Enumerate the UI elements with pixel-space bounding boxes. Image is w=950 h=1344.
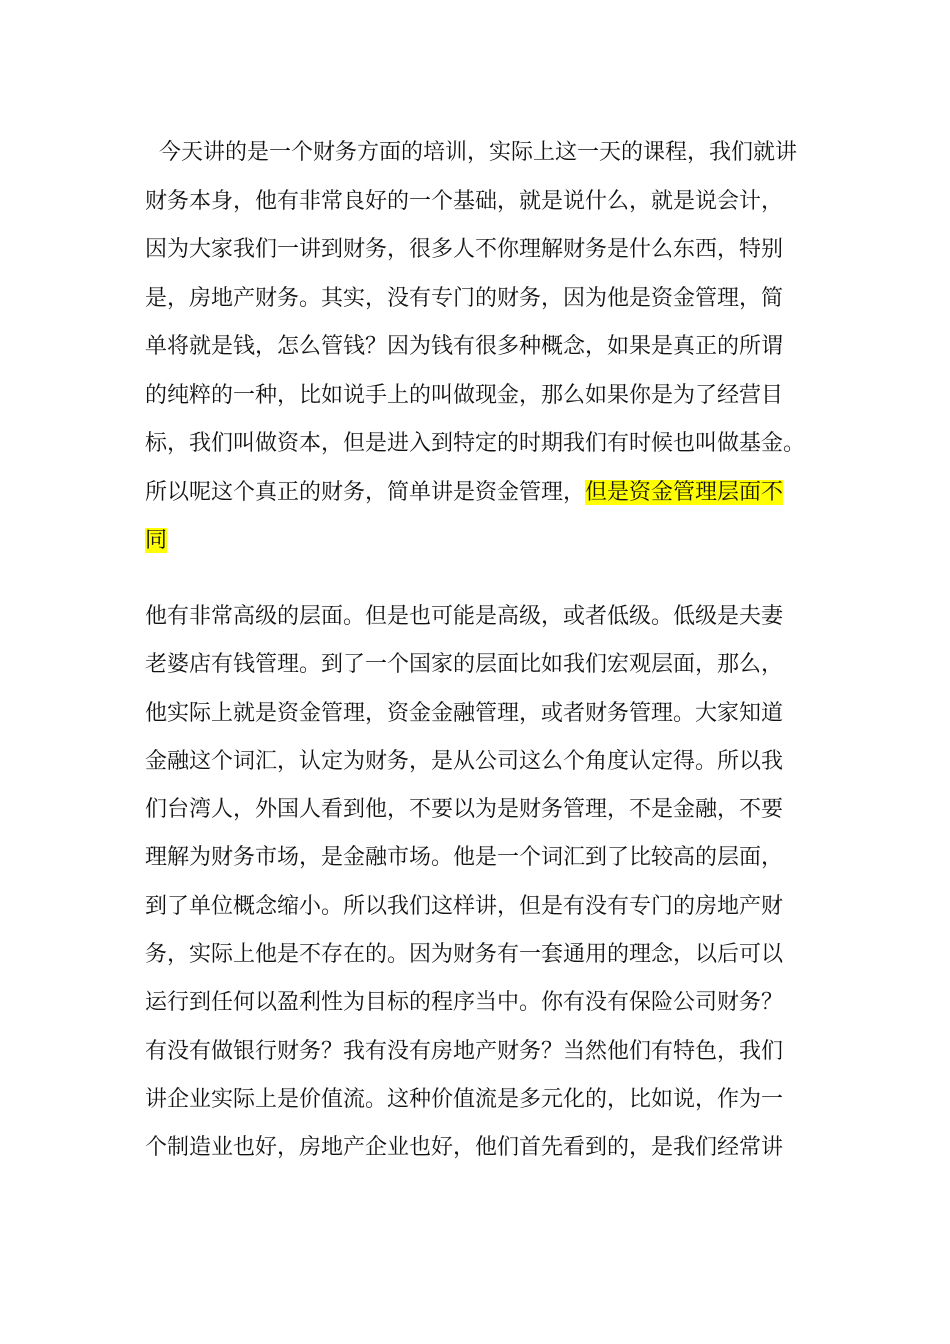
text-line: 标，我们叫做资本，但是进入到特定的时期我们有时候也叫做基金。 (145, 431, 806, 456)
text-line: 的纯粹的一种，比如说手上的叫做现金，那么如果你是为了经营目 (145, 382, 784, 408)
text-line: 务，实际上他是不存在的。因为财务有一套通用的理念，以后可以 (145, 942, 784, 968)
text-line: 今天讲的是一个财务方面的培训，实际上这一天的课程，我们就讲 (145, 140, 797, 165)
text-line: 他实际上就是资金管理，资金金融管理，或者财务管理。大家知道 (145, 700, 784, 726)
text-line: 到了单位概念缩小。所以我们这样讲，但是有没有专门的房地产财 (145, 893, 784, 919)
text-line: 个制造业也好，房地产企业也好，他们首先看到的，是我们经常讲 (145, 1135, 784, 1161)
text-line: 们台湾人，外国人看到他，不要以为是财务管理，不是金融，不要 (145, 797, 784, 823)
text-line: 单将就是钱，怎么管钱？因为钱有很多种概念，如果是真正的所谓 (145, 334, 784, 359)
paragraph-2 (145, 598, 825, 1178)
text-line: 是，房地产财务。其实，没有专门的财务，因为他是资金管理，简 (145, 285, 784, 311)
text-line-with-highlight (145, 474, 825, 523)
text-line-with-highlight (145, 522, 825, 571)
paragraph-1 (145, 134, 825, 571)
text-segment: 所以呢这个真正的财务，简单讲是资金管理， (145, 479, 586, 505)
text-line: 因为大家我们一讲到财务，很多人不你理解财务是什么东西，特别 (145, 237, 784, 262)
text-line: 财务本身，他有非常良好的一个基础，就是说什么，就是说会计， (145, 188, 784, 214)
text-line: 讲企业实际上是价值流。这种价值流是多元化的，比如说，作为一 (145, 1086, 784, 1112)
highlighted-text: 但是资金管理层面不 (585, 479, 784, 505)
text-line: 金融这个词汇，认定为财务，是从公司这么个角度认定得。所以我 (145, 748, 784, 774)
text-line: 理解为财务市场，是金融市场。他是一个词汇到了比较高的层面， (145, 845, 784, 871)
text-line: 他有非常高级的层面。但是也可能是高级，或者低级。低级是夫妻 (145, 604, 784, 629)
text-line: 老婆店有钱管理。到了一个国家的层面比如我们宏观层面，那么， (145, 652, 784, 678)
text-line: 有没有做银行财务？我有没有房地产财务？当然他们有特色，我们 (145, 1038, 784, 1064)
highlighted-text: 同 (145, 528, 168, 553)
text-line: 运行到任何以盈利性为目标的程序当中。你有没有保险公司财务？ (145, 990, 784, 1016)
